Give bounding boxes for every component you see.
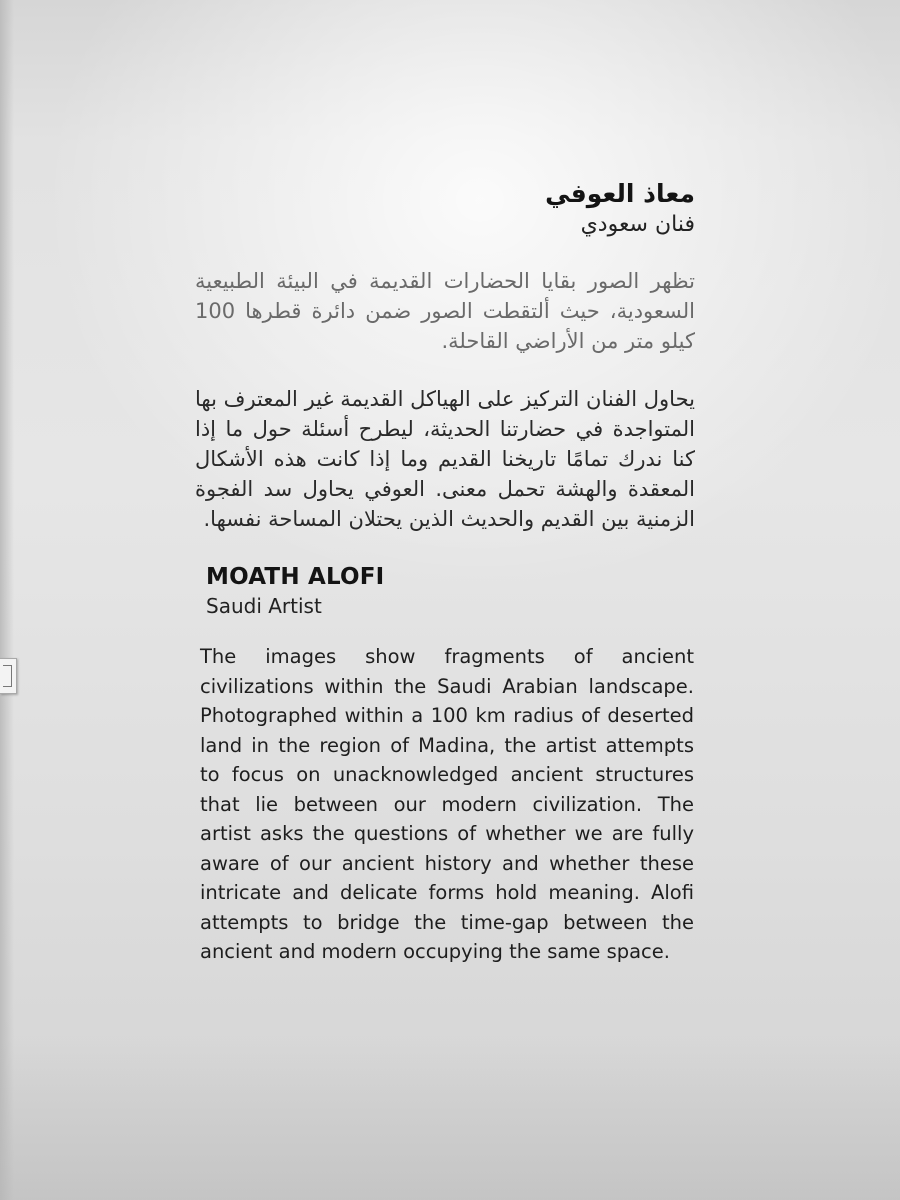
wall-edge-shadow: [0, 0, 14, 1200]
wall-mounted-sign: [0, 658, 17, 694]
arabic-paragraph-1: تظهر الصور بقايا الحضارات القديمة في البيئة الطبيعية السعودية، حيث ألتقطت الصور ضمن دائرة قطرها 100 كيلو متر من الأراضي القاحلة.: [195, 269, 695, 353]
artist-name-english: MOATH ALOFI: [206, 564, 385, 590]
artist-name-arabic: معاذ العوفي: [545, 179, 695, 208]
artist-role-english: Saudi Artist: [206, 594, 322, 618]
arabic-paragraph-2: يحاول الفنان التركيز على الهياكل القديمة غير المعترف بها المتواجدة في حضارتنا الحديثة، ليطرح أسئلة حول ما إذا كنا ندرك تمامًا تاريخنا القديم وما إذا كانت هذه الأشكال المعقدة والهشة تحمل معنى. العوفي يحاول سد الفجوة الزمنية بين القديم والحديث الذين يحتلان المساحة نفسها.: [195, 387, 695, 531]
lower-wall-shade: [0, 1040, 900, 1200]
artist-role-arabic: فنان سعودي: [580, 212, 695, 237]
english-text-panel: [200, 562, 694, 967]
english-paragraph: The images show fragments of ancient civilizations within the Saudi Arabian landscape. Photographed within a 100 km radius of deserted land in the region of Madina, the artist attempts to focus on unacknowledged ancient structures that lie between our modern civilization. The artist asks the questions of whether we are fully aware of our ancient history and whether these intricate and delicate forms hold meaning. Alofi attempts to bridge the time-gap between the ancient and modern occupying the same space.: [200, 645, 694, 963]
arabic-text-panel: [195, 178, 695, 534]
